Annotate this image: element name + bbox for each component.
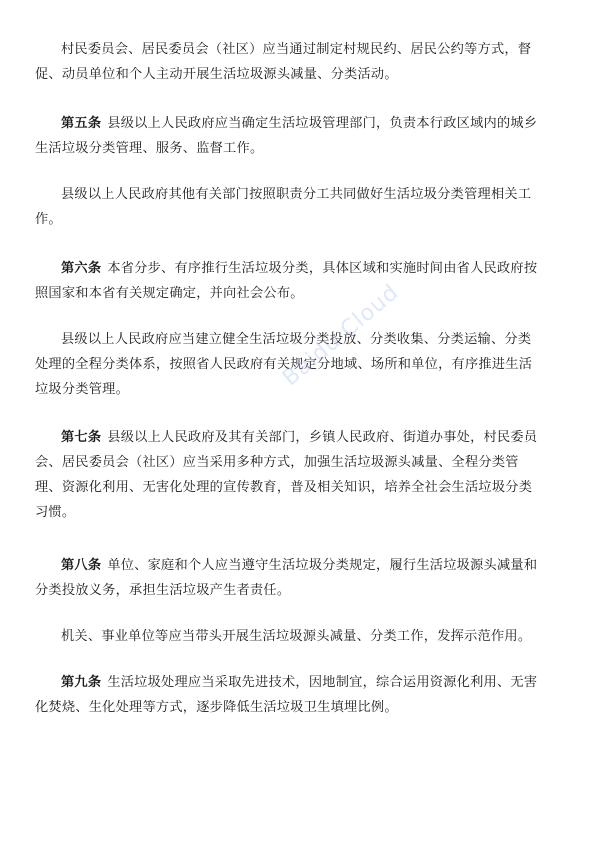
article-7 [35, 425, 561, 525]
watermark: Baidu Cloud [278, 279, 404, 392]
paragraph-line: 村民委员会、居民委员会（社区）应当通过制定村规民约、居民公约等方式，督 [61, 42, 532, 57]
article-text: 单位、家庭和个人应当遵守生活垃圾分类规定，履行生活垃圾源头减量和 [107, 558, 538, 573]
paragraph-line: 县级以上人民政府其他有关部门按照职责分工共同做好生活垃圾分类管理相关工 [61, 187, 532, 202]
paragraph-line: 习惯。 [35, 505, 76, 520]
paragraph-line: 分类投放义务，承担生活垃圾产生者责任。 [35, 583, 291, 598]
paragraph-public-institutions [61, 624, 561, 649]
paragraph-line [61, 256, 561, 281]
article-6 [35, 256, 561, 306]
paragraph-village-committees [35, 37, 561, 87]
paragraph-line: 垃圾分类管理。 [35, 382, 130, 397]
paragraph-other-departments [35, 182, 561, 232]
paragraph-line: 生活垃圾分类管理、服务、监督工作。 [35, 141, 264, 156]
paragraph-line: 照国家和本省有关规定确定，并向社会公布。 [35, 286, 304, 301]
paragraph-line: 促、动员单位和个人主动开展生活垃圾源头减量、分类活动。 [35, 67, 398, 82]
paragraph-line: 理、资源化利用、无害化处理的宣传教育，普及相关知识，培养全社会生活垃圾分类 [35, 480, 533, 495]
article-number: 第七条 [61, 430, 102, 445]
paragraph-line [61, 670, 561, 695]
paragraph-line: 县级以上人民政府应当建立健全生活垃圾分类投放、分类收集、分类运输、分类 [61, 332, 532, 347]
paragraph-line [61, 553, 561, 578]
paragraph-line [61, 425, 561, 450]
article-5 [35, 111, 561, 161]
paragraph-line: 化焚烧、生化处理等方式，逐步降低生活垃圾卫生填埋比例。 [35, 700, 398, 715]
article-text: 县级以上人民政府应当确定生活垃圾管理部门，负责本行政区域内的城乡 [107, 116, 538, 131]
article-8 [35, 553, 561, 603]
article-text: 县级以上人民政府及其有关部门，乡镇人民政府、街道办事处，村民委员 [107, 430, 538, 445]
paragraph-line: 会、居民委员会（社区）应当采用多种方式，加强生活垃圾源头减量、全程分类管 [35, 455, 519, 470]
paragraph-line [61, 111, 561, 136]
paragraph-line: 机关、事业单位等应当带头开展生活垃圾源头减量、分类工作，发挥示范作用。 [61, 629, 532, 644]
paragraph-line: 作。 [35, 212, 62, 227]
article-text: 生活垃圾处理应当采取先进技术，因地制宜，综合运用资源化利用、无害 [107, 675, 538, 690]
article-number: 第九条 [61, 675, 102, 690]
article-text: 本省分步、有序推行生活垃圾分类，具体区域和实施时间由省人民政府按 [107, 261, 538, 276]
paragraph-classification-system [35, 327, 561, 402]
article-9 [35, 670, 561, 720]
article-number: 第六条 [61, 261, 102, 276]
paragraph-line: 处理的全程分类体系，按照省人民政府有关规定分地域、场所和单位，有序推进生活 [35, 357, 533, 372]
article-number: 第五条 [61, 116, 102, 131]
article-number: 第八条 [61, 558, 102, 573]
